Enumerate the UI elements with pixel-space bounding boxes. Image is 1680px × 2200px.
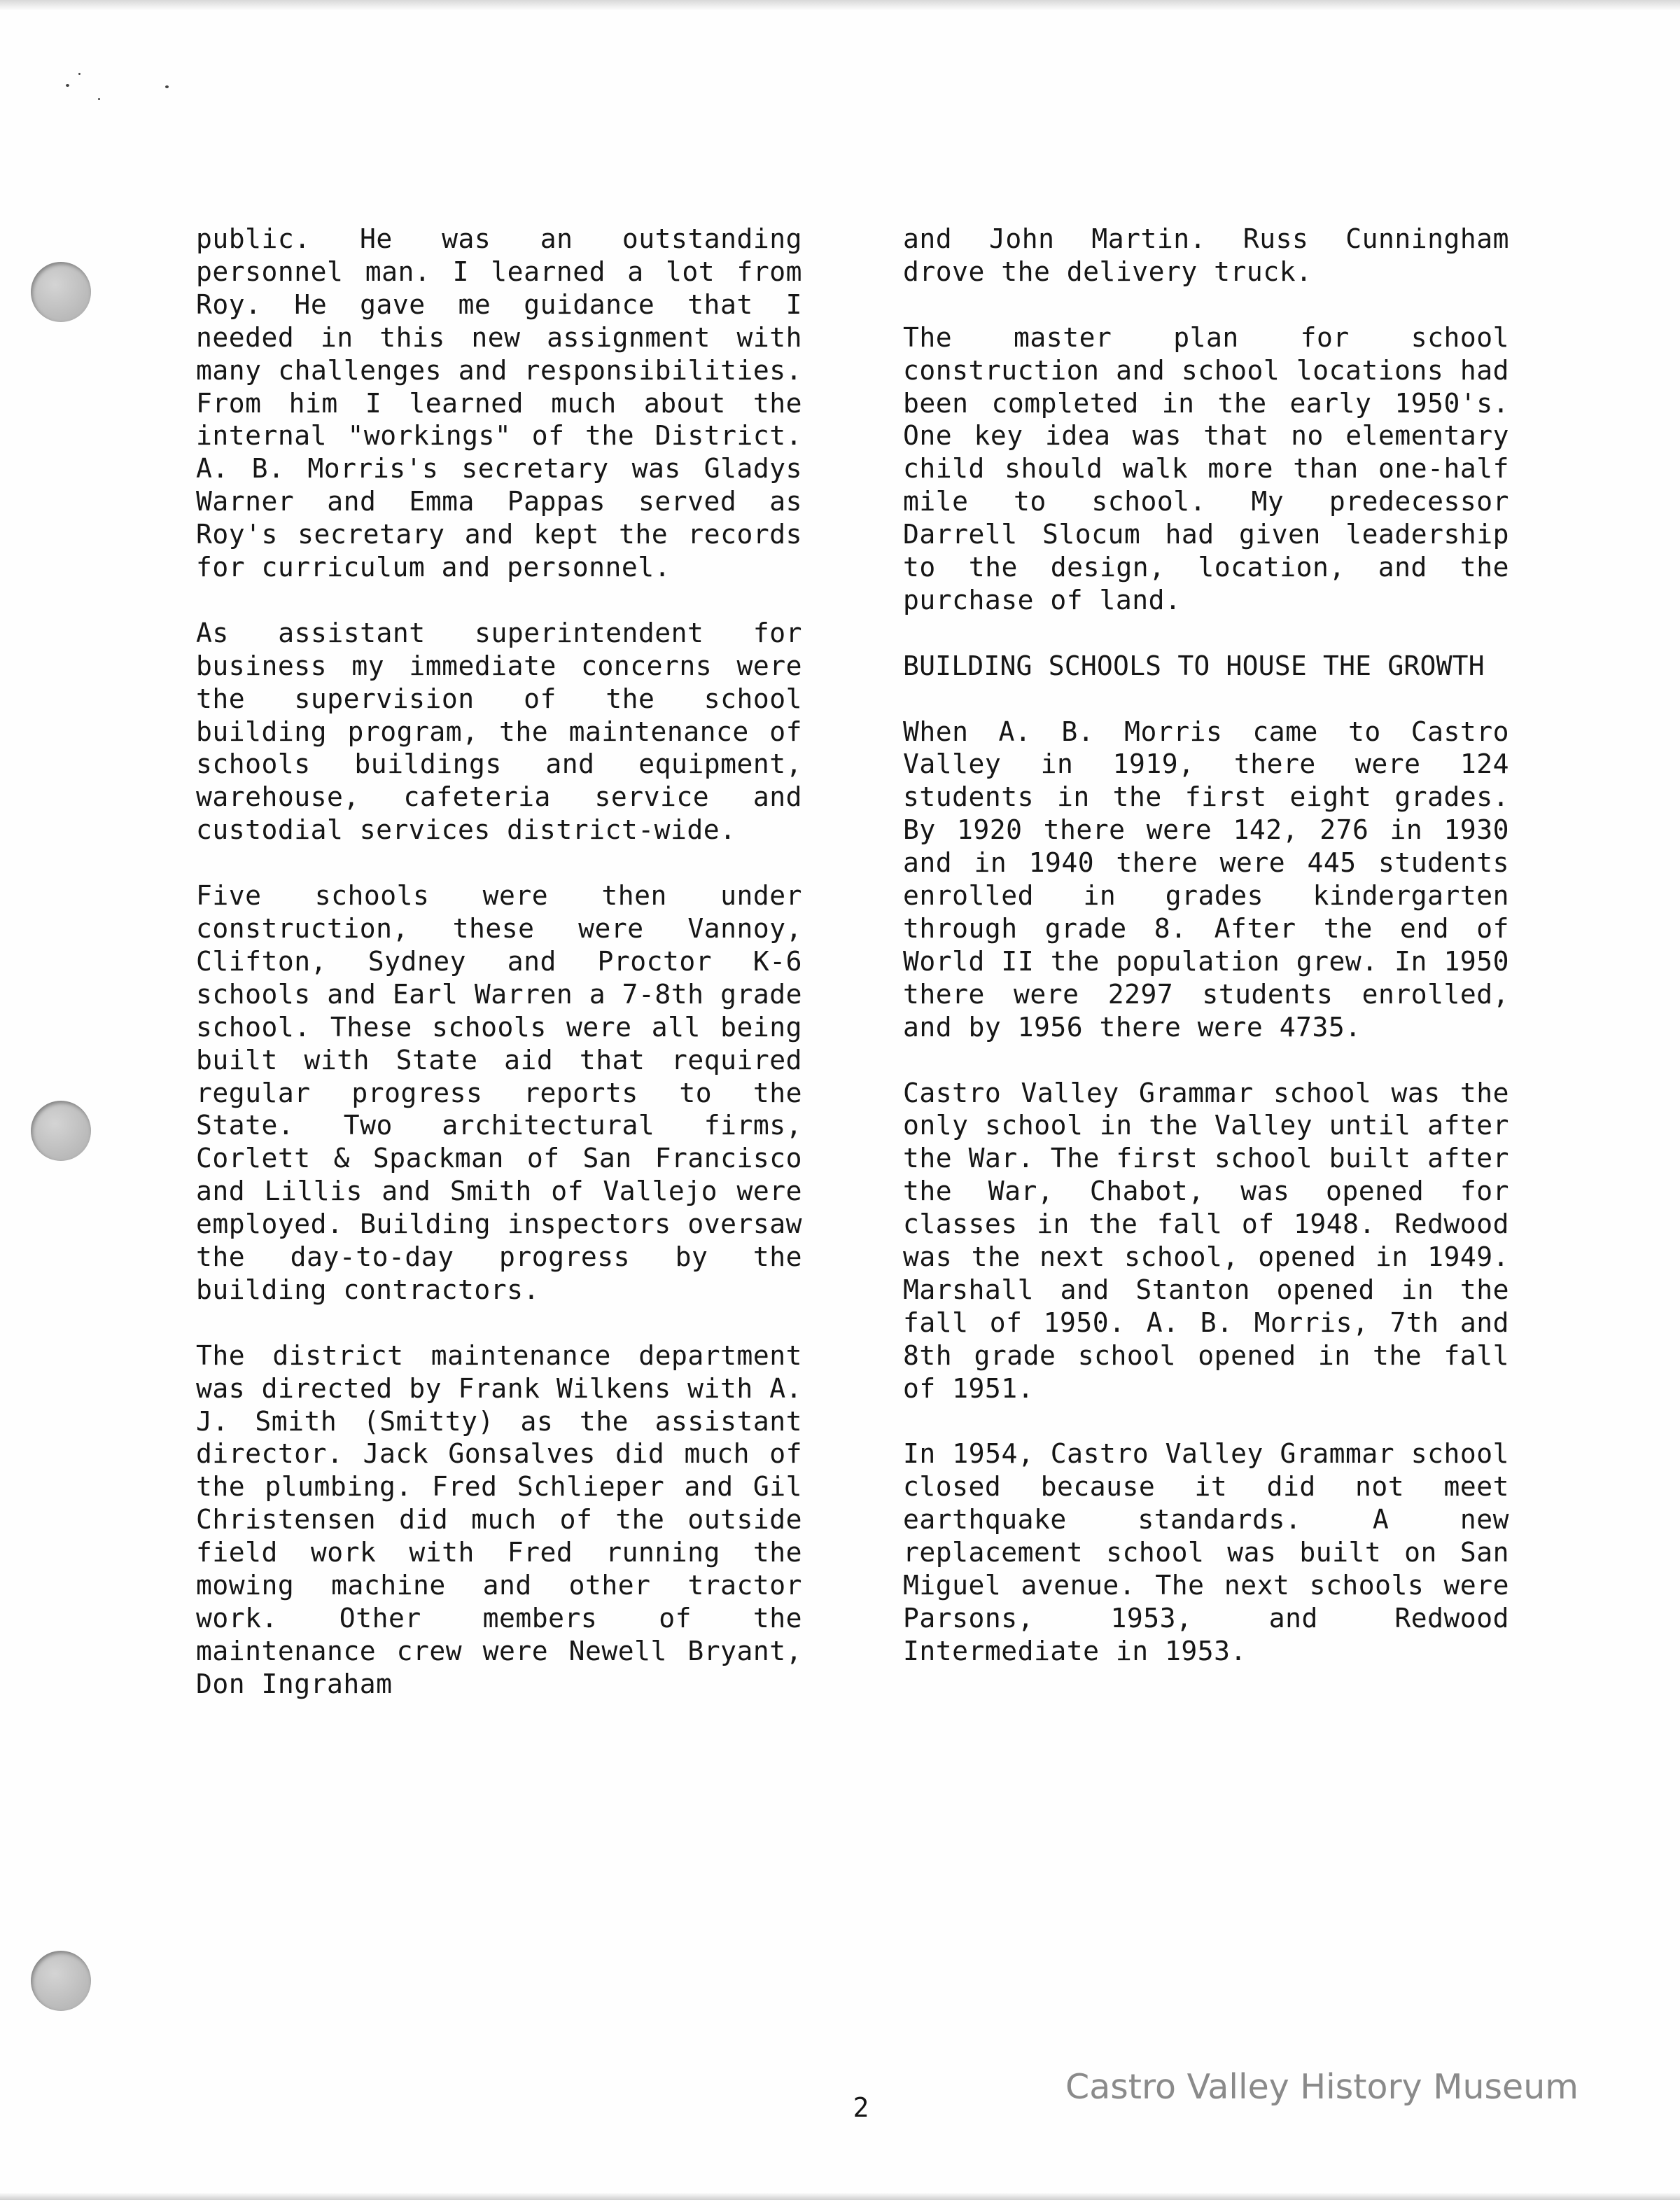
right-text-column <box>903 223 1509 1668</box>
paragraph: In 1954, Castro Valley Grammar school closed because it did not meet earthquake standards. A new replacement school was built on San Miguel avenue. The next schools were Parsons, 1953, and Redwood Intermediate in 1953. <box>903 1438 1509 1666</box>
museum-watermark: Castro Valley History Museum <box>1065 2067 1578 2107</box>
paragraph: public. He was an outstanding personnel man. I learned a lot from Roy. He gave me guidance that I needed in this new assignment with many challenges and responsibilities. From him I learned much about the internal "workings" of the District. A. B. Morris's secretary was Gladys Warner and Emma Pappas served as Roy's secretary and kept the records for curriculum and personnel. <box>196 223 802 583</box>
binder-hole-top <box>31 262 91 322</box>
scan-speck <box>98 98 100 100</box>
page-number: 2 <box>853 2092 869 2123</box>
binder-hole-middle <box>31 1101 91 1161</box>
left-text-column <box>196 223 802 1701</box>
paragraph: As assistant superintendent for business my immediate concerns were the supervision of the school building program, the maintenance of schools buildings and equipment, warehouse, cafeteria service and custodial services district-wide. <box>196 617 802 846</box>
paragraph: Castro Valley Grammar school was the only school in the Valley until after the War. The first school built after the War, Chabot, was opened for classes in the fall of 1948. Redwood was the next school, opened in 1949. Marshall and Stanton opened in the fall of 1950. A. B. Morris, 7th and 8th grade school opened in the fall of 1951. <box>903 1077 1509 1404</box>
scan-speck <box>66 84 69 87</box>
paragraph: When A. B. Morris came to Castro Valley in 1919, there were 124 students in the first eight grades. By 1920 there were 142, 276 in 1930 and in 1940 there were 445 students enrolled in grades kindergarten through grade 8. After the end of World II the population grew. In 1950 there were 2297 students enrolled, and by 1956 there were 4735. <box>903 716 1509 1043</box>
paragraph: Five schools were then under construction, these were Vannoy, Clifton, Sydney and Proctor K-6 schools and Earl Warren a 7-8th grade school. These schools were all being built with State aid that required regular progress reports to the State. Two architectural firms, Corlett & Spackman of San Francisco and Lillis and Smith of Vallejo were employed. Building inspectors oversaw the day-to-day progress by the building contractors. <box>196 880 802 1305</box>
paragraph: The district maintenance department was directed by Frank Wilkens with A. J. Smith (Smitty) as the assistant director. Jack Gonsalves did much of the plumbing. Fred Schlieper and Gil Christensen did much of the outside field work with Fred running the mowing machine and other tractor work. Other members of the maintenance crew were Newell Bryant, Don Ingraham <box>196 1339 802 1699</box>
scan-speck <box>78 73 80 75</box>
section-heading: BUILDING SCHOOLS TO HOUSE THE GROWTH <box>903 650 1485 681</box>
paragraph: The master plan for school construction and school locations had been completed in the early 1950's. One key idea was that no elementary child should walk more than one-half mile to school. My predecessor Darrell Slocum had given leadership to the design, location, and the purchase of land. <box>903 321 1509 615</box>
page-top-edge <box>0 0 1680 10</box>
scan-speck <box>165 85 169 88</box>
binder-hole-bottom <box>31 1951 91 2011</box>
paragraph: and John Martin. Russ Cunningham drove the delivery truck. <box>903 223 1509 287</box>
page-bottom-edge <box>0 2193 1680 2200</box>
